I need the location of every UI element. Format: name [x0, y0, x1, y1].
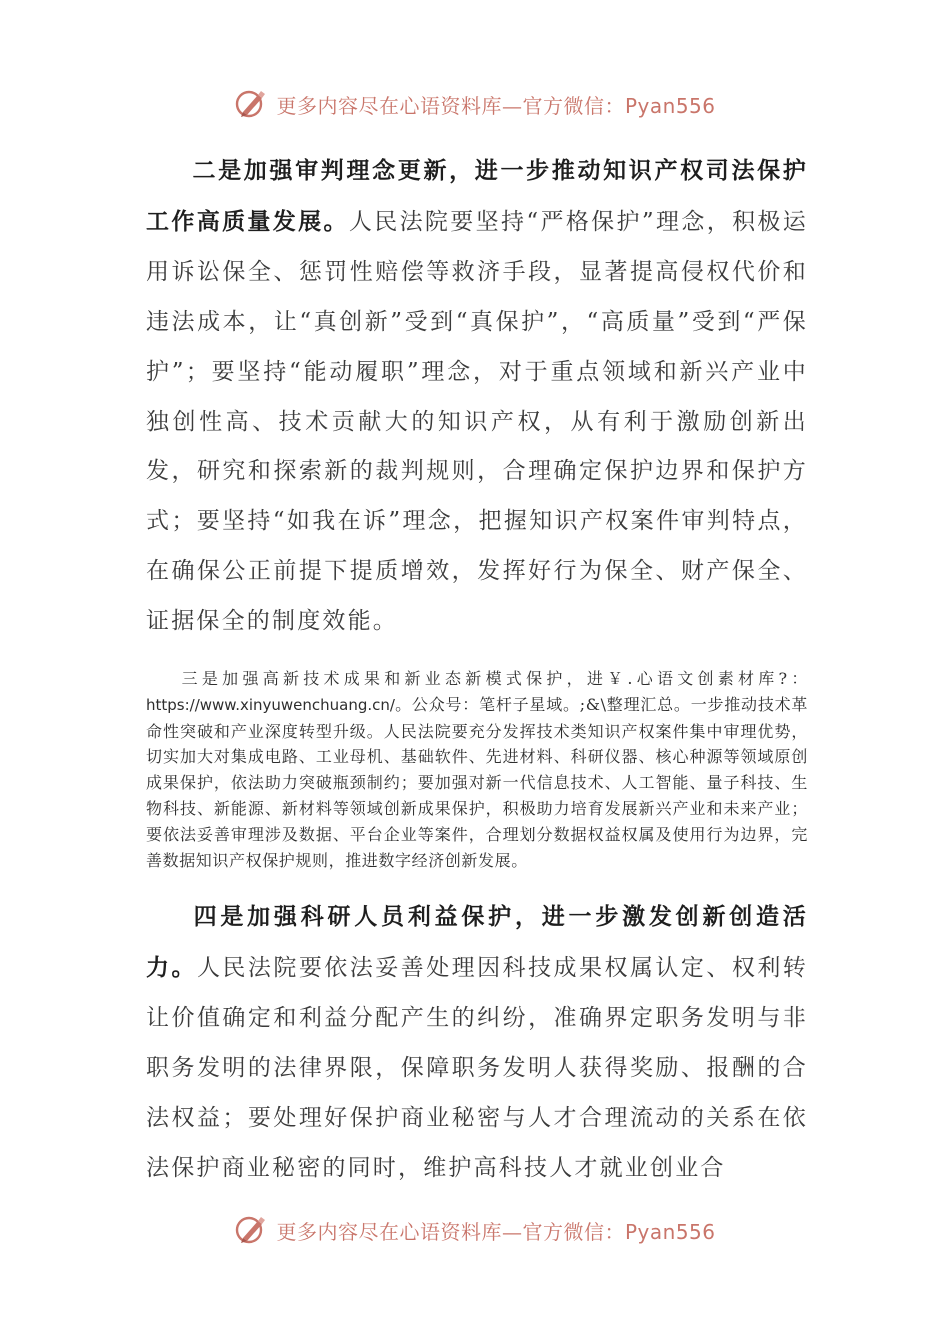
paragraph-3-part2: 。公众号：笔杆子星域。;&\整理汇总。一步推动技术革命性突破和产业深度转型升级。人民法院要充分发挥技术类知识产权案件集中审理优势，切实加大对集成电路、工业母机、基础软件、先进材料、科研仪器、核心种源等领域原创成果保护，依法助力突破瓶颈制约；要加强对新一代信息技术、人工智能、量子科技、生物科技、新能源、新材料等领域创新成果保护，积极助力培育发展新兴产业和未来产业；要依法妥善审理涉及数据、平台企业等案件，合理划分数据权益权属及使用行为边界，完善数据知识产权保护规则，推进数字经济创新发展。: [146, 694, 808, 870]
pen-logo-icon: [234, 1213, 268, 1247]
paragraph-3-url: https://www.xinyuwenchuang.cn/: [146, 695, 395, 714]
paragraph-2-heading: 二是加强审判理念更新，进一步推动知识产权司法保护工作高质量发展。: [146, 157, 808, 235]
header-banner: [0, 84, 950, 124]
paragraph-3-part1: 三是加强高新技术成果和新业态新模式保护，进￥.心语文创素材库?：: [178, 669, 808, 688]
banner-main-text: 更多内容尽在心语资料库—官方微信：: [276, 1219, 625, 1244]
pen-logo-icon: [234, 87, 268, 121]
paragraph-2: [146, 146, 808, 647]
banner-wechat-id: Pyan556: [624, 93, 716, 118]
banner-wechat-id: Pyan556: [624, 1219, 716, 1244]
paragraph-4-heading: 四是加强科研人员利益保护，进一步激发创新创造活力。: [146, 903, 808, 981]
paragraph-2-body: 人民法院要坚持“严格保护”理念，积极运用诉讼保全、惩罚性赔偿等救济手段，显著提高侵权代价和违法成本，让“真创新”受到“真保护”，“高质量”受到“严保护”；要坚持“能动履职”理念，对于重点领域和新兴产业中独创性高、技术贡献大的知识产权，从有利于激励创新出发，研究和探索新的裁判规则，合理确定保护边界和保护方式；要坚持“如我在诉”理念，把握知识产权案件审判特点，在确保公正前提下提质增效，发挥好行为保全、财产保全、证据保全的制度效能。: [146, 208, 808, 635]
banner-text: [276, 1216, 715, 1245]
paragraph-4-body: 人民法院要依法妥善处理因科技成果权属认定、权利转让价值确定和利益分配产生的纠纷，准确界定职务发明与非职务发明的法律界限，保障职务发明人获得奖励、报酬的合法权益；要处理好保护商业秘密与人才合理流动的关系在依法保护商业秘密的同时，维护高科技人才就业创业合: [146, 954, 808, 1181]
footer-banner: [0, 1210, 950, 1250]
paragraph-4: [146, 892, 808, 1193]
banner-text: [276, 90, 715, 119]
paragraph-3: [146, 666, 808, 873]
banner-main-text: 更多内容尽在心语资料库—官方微信：: [276, 93, 625, 118]
